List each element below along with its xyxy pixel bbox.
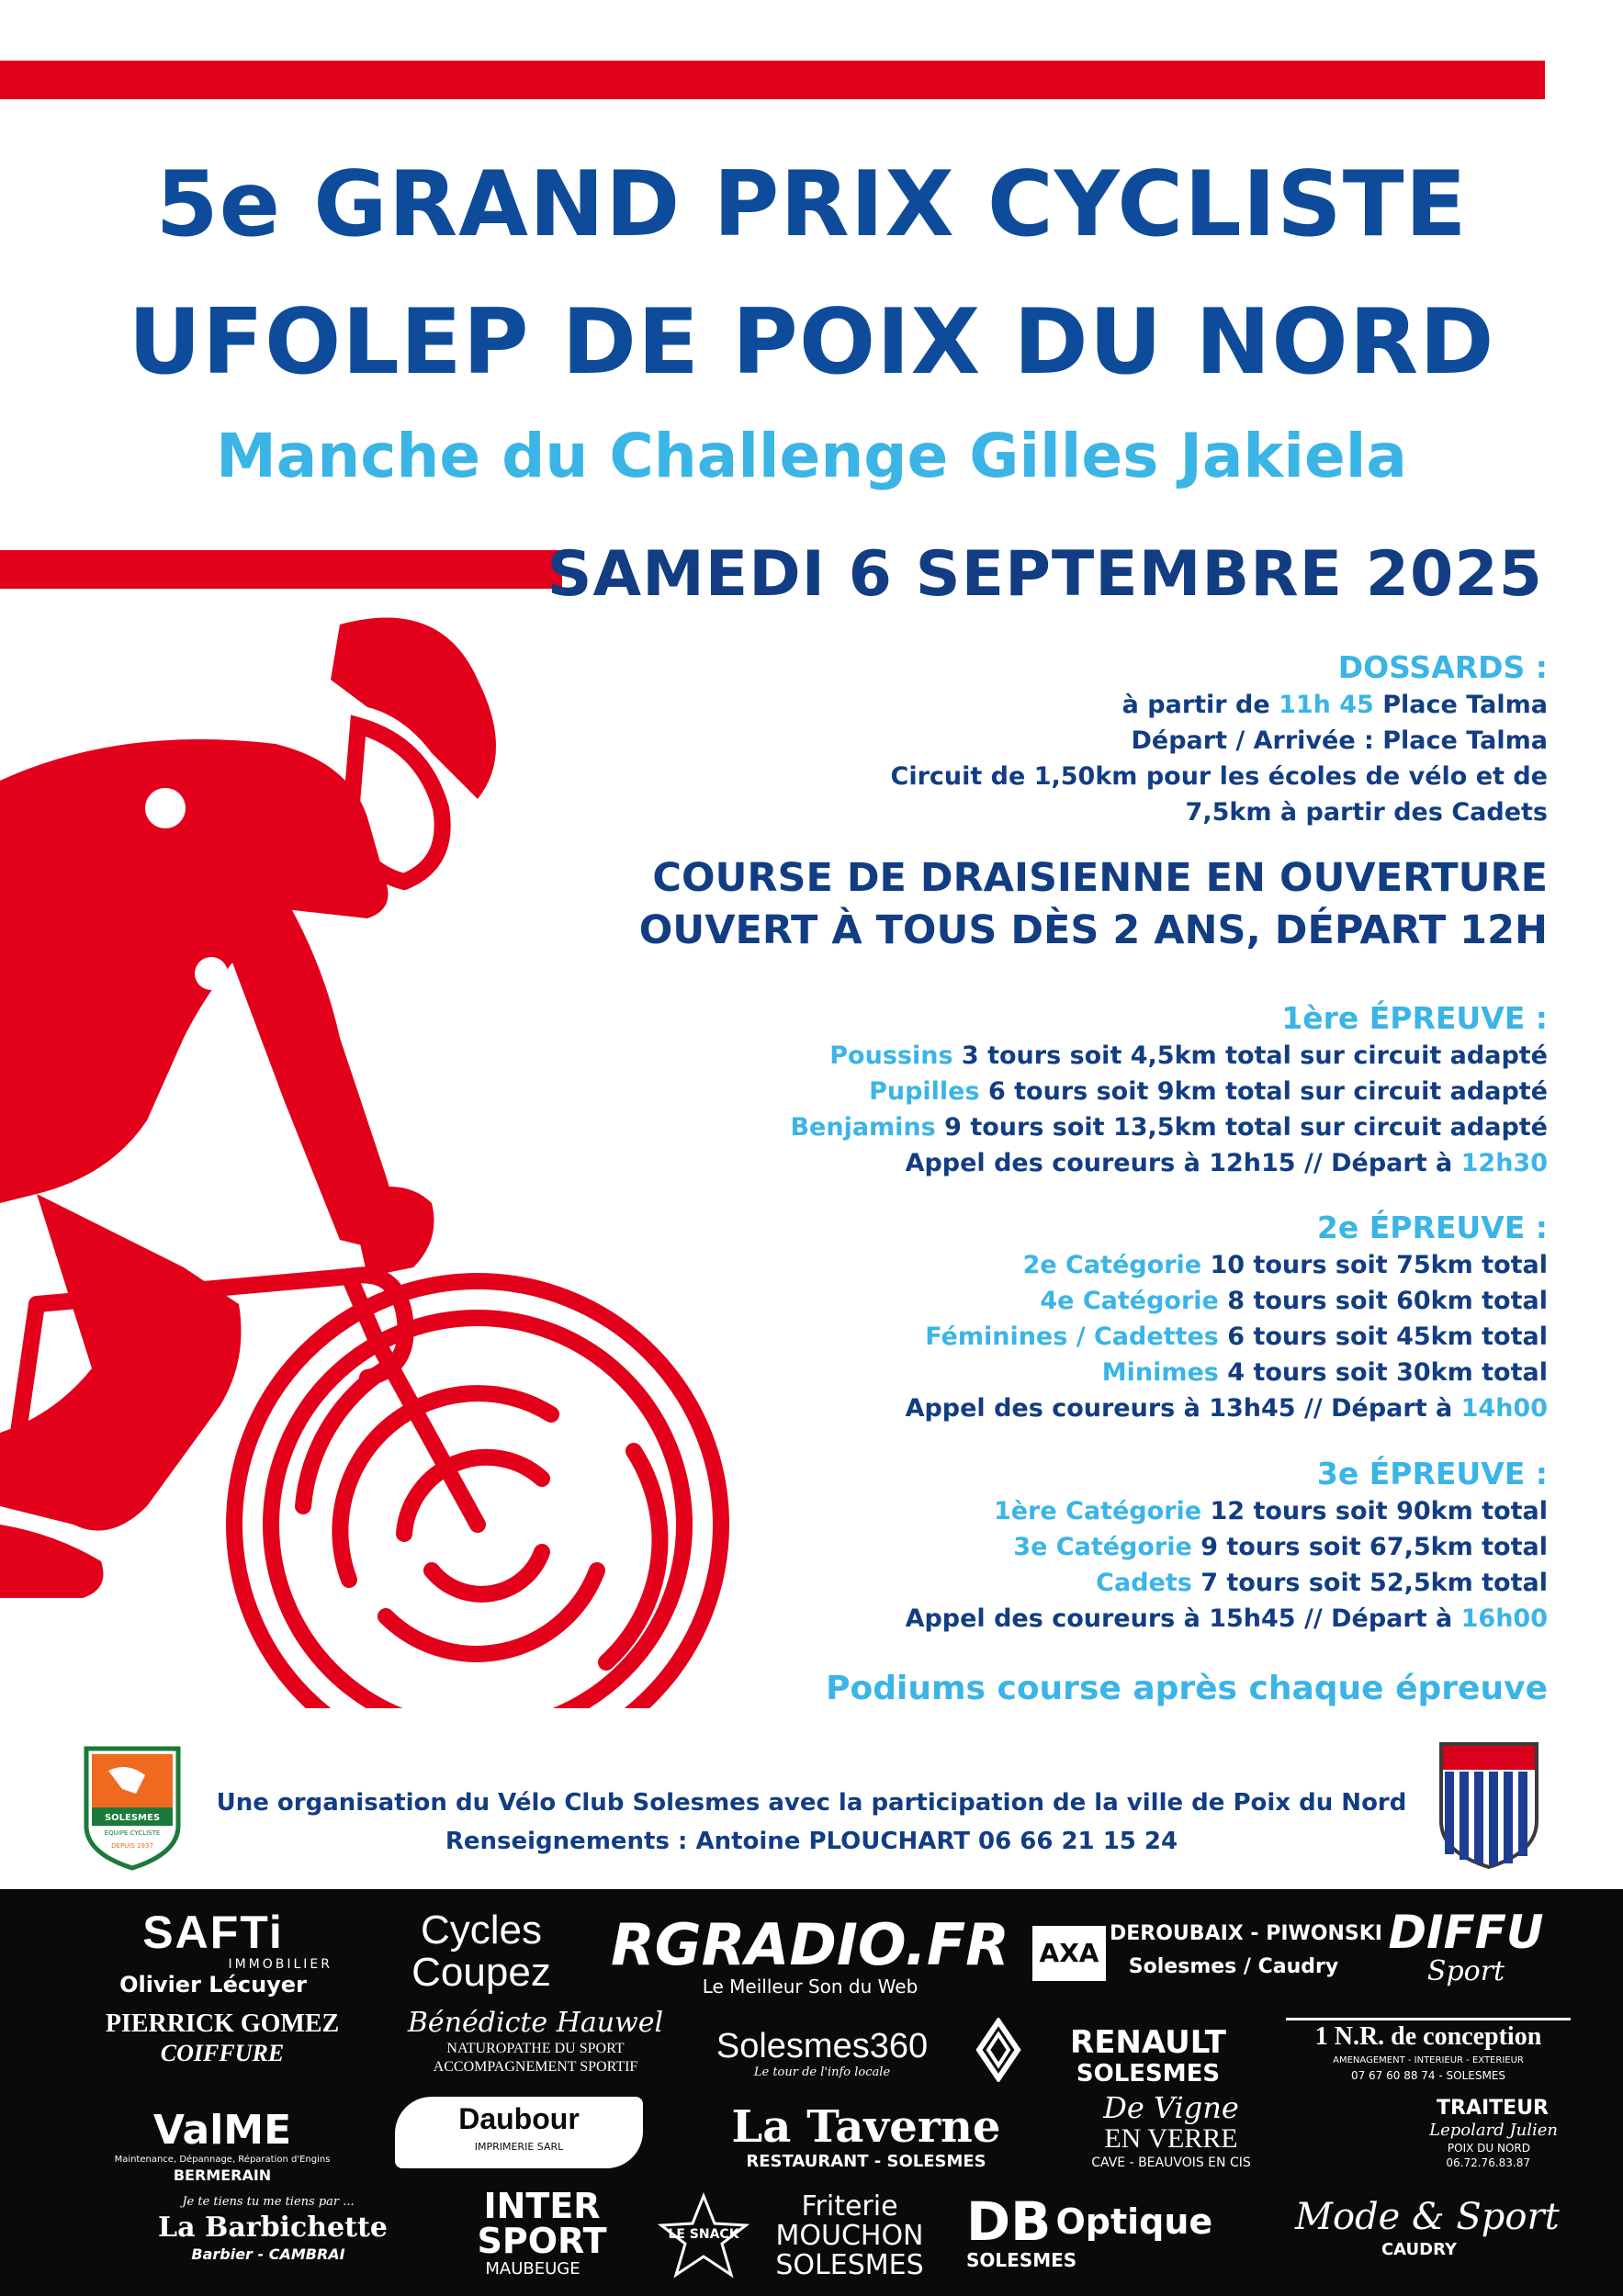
sponsor-solesmes360: Solesmes360 Le tour de l'info locale <box>716 2027 929 2079</box>
epreuve-2-row: Minimes 4 tours soit 30km total <box>1101 1358 1548 1387</box>
epreuve-2-row: 2e Catégorie 10 tours soit 75km total <box>1022 1251 1548 1279</box>
subtitle: Manche du Challenge Gilles Jakiela <box>216 421 1407 491</box>
sponsor-benedicte-hauwel: Bénédicte Hauwel NATUROPATHE DU SPORT ACCOMPAGNEMENT SPORTIF <box>407 2007 664 2075</box>
svg-text:ÉQUIPE CYCLISTE: ÉQUIPE CYCLISTE <box>104 1829 161 1837</box>
epreuve-1-appel: Appel des coureurs à 12h15 // Départ à 12h30 <box>905 1149 1548 1177</box>
sponsor-daubour: Daubour IMPRIMERIE SARL <box>395 2097 643 2168</box>
epreuve-1-row: Benjamins 9 tours soit 13,5km total sur circuit adapté <box>790 1113 1548 1142</box>
sponsor-de-vigne-en-verre: De Vigne EN VERRE CAVE - BEAUVOIS EN CIS <box>1091 2090 1251 2170</box>
epreuve-3-block <box>906 1455 1548 1637</box>
epreuve-3-heading: 3e ÉPREUVE : <box>1316 1456 1548 1491</box>
top-red-bar <box>0 61 1545 99</box>
epreuve-1-row: Poussins 3 tours soit 4,5km total sur circuit adapté <box>829 1041 1548 1070</box>
epreuve-3-row: Cadets 7 tours soit 52,5km total <box>1096 1569 1548 1597</box>
epreuve-1-heading: 1ère ÉPREUVE : <box>1281 1000 1548 1036</box>
sponsor-la-taverne: La Taverne RESTAURANT - SOLESMES <box>731 2101 1001 2171</box>
dossards-block <box>891 648 1549 830</box>
sponsor-safti: SAFTi IMMOBILIER Olivier Lécuyer <box>119 1907 332 1998</box>
dossards-heading: DOSSARDS : <box>1337 649 1548 685</box>
epreuve-3-row: 3e Catégorie 9 tours soit 67,5km total <box>1013 1533 1548 1561</box>
sponsor-rgradio: RGRADIO.FR Le Meilleur Son du Web <box>611 1911 1009 1998</box>
sponsor-diffu-sport: DIFFU Sport <box>1388 1906 1544 1987</box>
sponsor-valme: ValME Maintenance, Dépannage, Réparation d'Engins BERMERAIN <box>114 2107 331 2184</box>
epreuve-2-heading: 2e ÉPREUVE : <box>1316 1210 1548 1245</box>
draisienne-line-2: OUVERT À TOUS DÈS 2 ANS, DÉPART 12H <box>638 907 1548 953</box>
sponsor-renault: RENAULT SOLESMES <box>1070 2024 1226 2088</box>
epreuve-2-block <box>906 1209 1548 1426</box>
draisienne-line-1: COURSE DE DRAISIENNE EN OUVERTURE <box>652 855 1548 901</box>
epreuve-3-row: 1ère Catégorie 12 tours soit 90km total <box>993 1497 1548 1525</box>
podiums-note: Podiums course après chaque épreuve <box>826 1670 1548 1707</box>
epreuve-1-block <box>790 999 1548 1181</box>
svg-text:DEPUIS 1937: DEPUIS 1937 <box>111 1842 153 1850</box>
title-line-1: 5e GRAND PRIX CYCLISTE <box>155 152 1468 257</box>
organisation-line-2: Renseignements : Antoine PLOUCHART 06 66 21 15 24 <box>445 1828 1178 1855</box>
sponsor-le-snack: LE SNACK <box>658 2192 750 2280</box>
dossards-line-4: 7,5km à partir des Cadets <box>1185 798 1548 827</box>
sponsor-friterie-mouchon: Friterie MOUCHON SOLESMES <box>775 2190 924 2281</box>
epreuve-2-appel: Appel des coureurs à 13h45 // Départ à 14h00 <box>905 1394 1548 1423</box>
epreuve-3-appel: Appel des coureurs à 15h45 // Départ à 16h00 <box>905 1604 1548 1633</box>
renault-logo-icon <box>975 2018 1021 2082</box>
dossards-line-3: Circuit de 1,50km pour les écoles de vélo et de <box>890 762 1548 791</box>
event-date: SAMEDI 6 SEPTEMBRE 2025 <box>547 538 1543 611</box>
cyclist-illustration <box>0 606 762 1708</box>
epreuve-2-row: 4e Catégorie 8 tours soit 60km total <box>1040 1287 1548 1315</box>
sponsor-nr-conception: 1 N.R. de conception AMENAGEMENT - INTERIEUR - EXTERIEUR 07 67 60 88 74 - SOLESMES <box>1286 2018 1571 2083</box>
epreuve-1-row: Pupilles 6 tours soit 9km total sur circuit adapté <box>869 1077 1548 1106</box>
title-line-2: UFOLEP DE POIX DU NORD <box>128 290 1495 395</box>
epreuve-2-row: Féminines / Cadettes 6 tours soit 45km total <box>925 1322 1548 1351</box>
sponsor-intersport: INTER SPORT MAUBEUGE <box>477 2186 607 2279</box>
sponsor-mode-sport: Mode & Sport CAUDRY <box>1295 2196 1560 2259</box>
sponsors-banner <box>0 1889 1623 2296</box>
dossards-line-1: à partir de 11h 45 Place Talma <box>1121 691 1548 719</box>
sponsor-pierrick-gomez: PIERRICK GOMEZ COIFFURE <box>105 2009 340 2066</box>
draisienne-block <box>639 852 1548 957</box>
middle-red-bar <box>0 550 562 589</box>
sponsor-cycles-coupez: Cycles Coupez <box>411 1908 551 1995</box>
sponsor-traiteur: TRAITEUR Lepolard Julien POIX DU NORD 06.72.76.83.87 <box>1429 2097 1558 2169</box>
svg-text:SOLESMES: SOLESMES <box>104 1813 161 1823</box>
sponsor-db-optique: DB Optique SOLESMES <box>966 2190 1213 2271</box>
organisation-line-1: Une organisation du Vélo Club Solesmes avec la participation de la ville de Poix du Nord <box>216 1789 1407 1817</box>
sponsor-deroubaix: DEROUBAIX - PIWONSKI Solesmes / Caudry <box>1110 1922 1382 1978</box>
sponsor-la-barbichette: Je te tiens tu me tiens par ... La Barbichette Barbier - CAMBRAI <box>158 2195 388 2263</box>
sponsor-axa: AXA <box>1032 1926 1106 1981</box>
dossards-line-2: Départ / Arrivée : Place Talma <box>1131 726 1548 755</box>
